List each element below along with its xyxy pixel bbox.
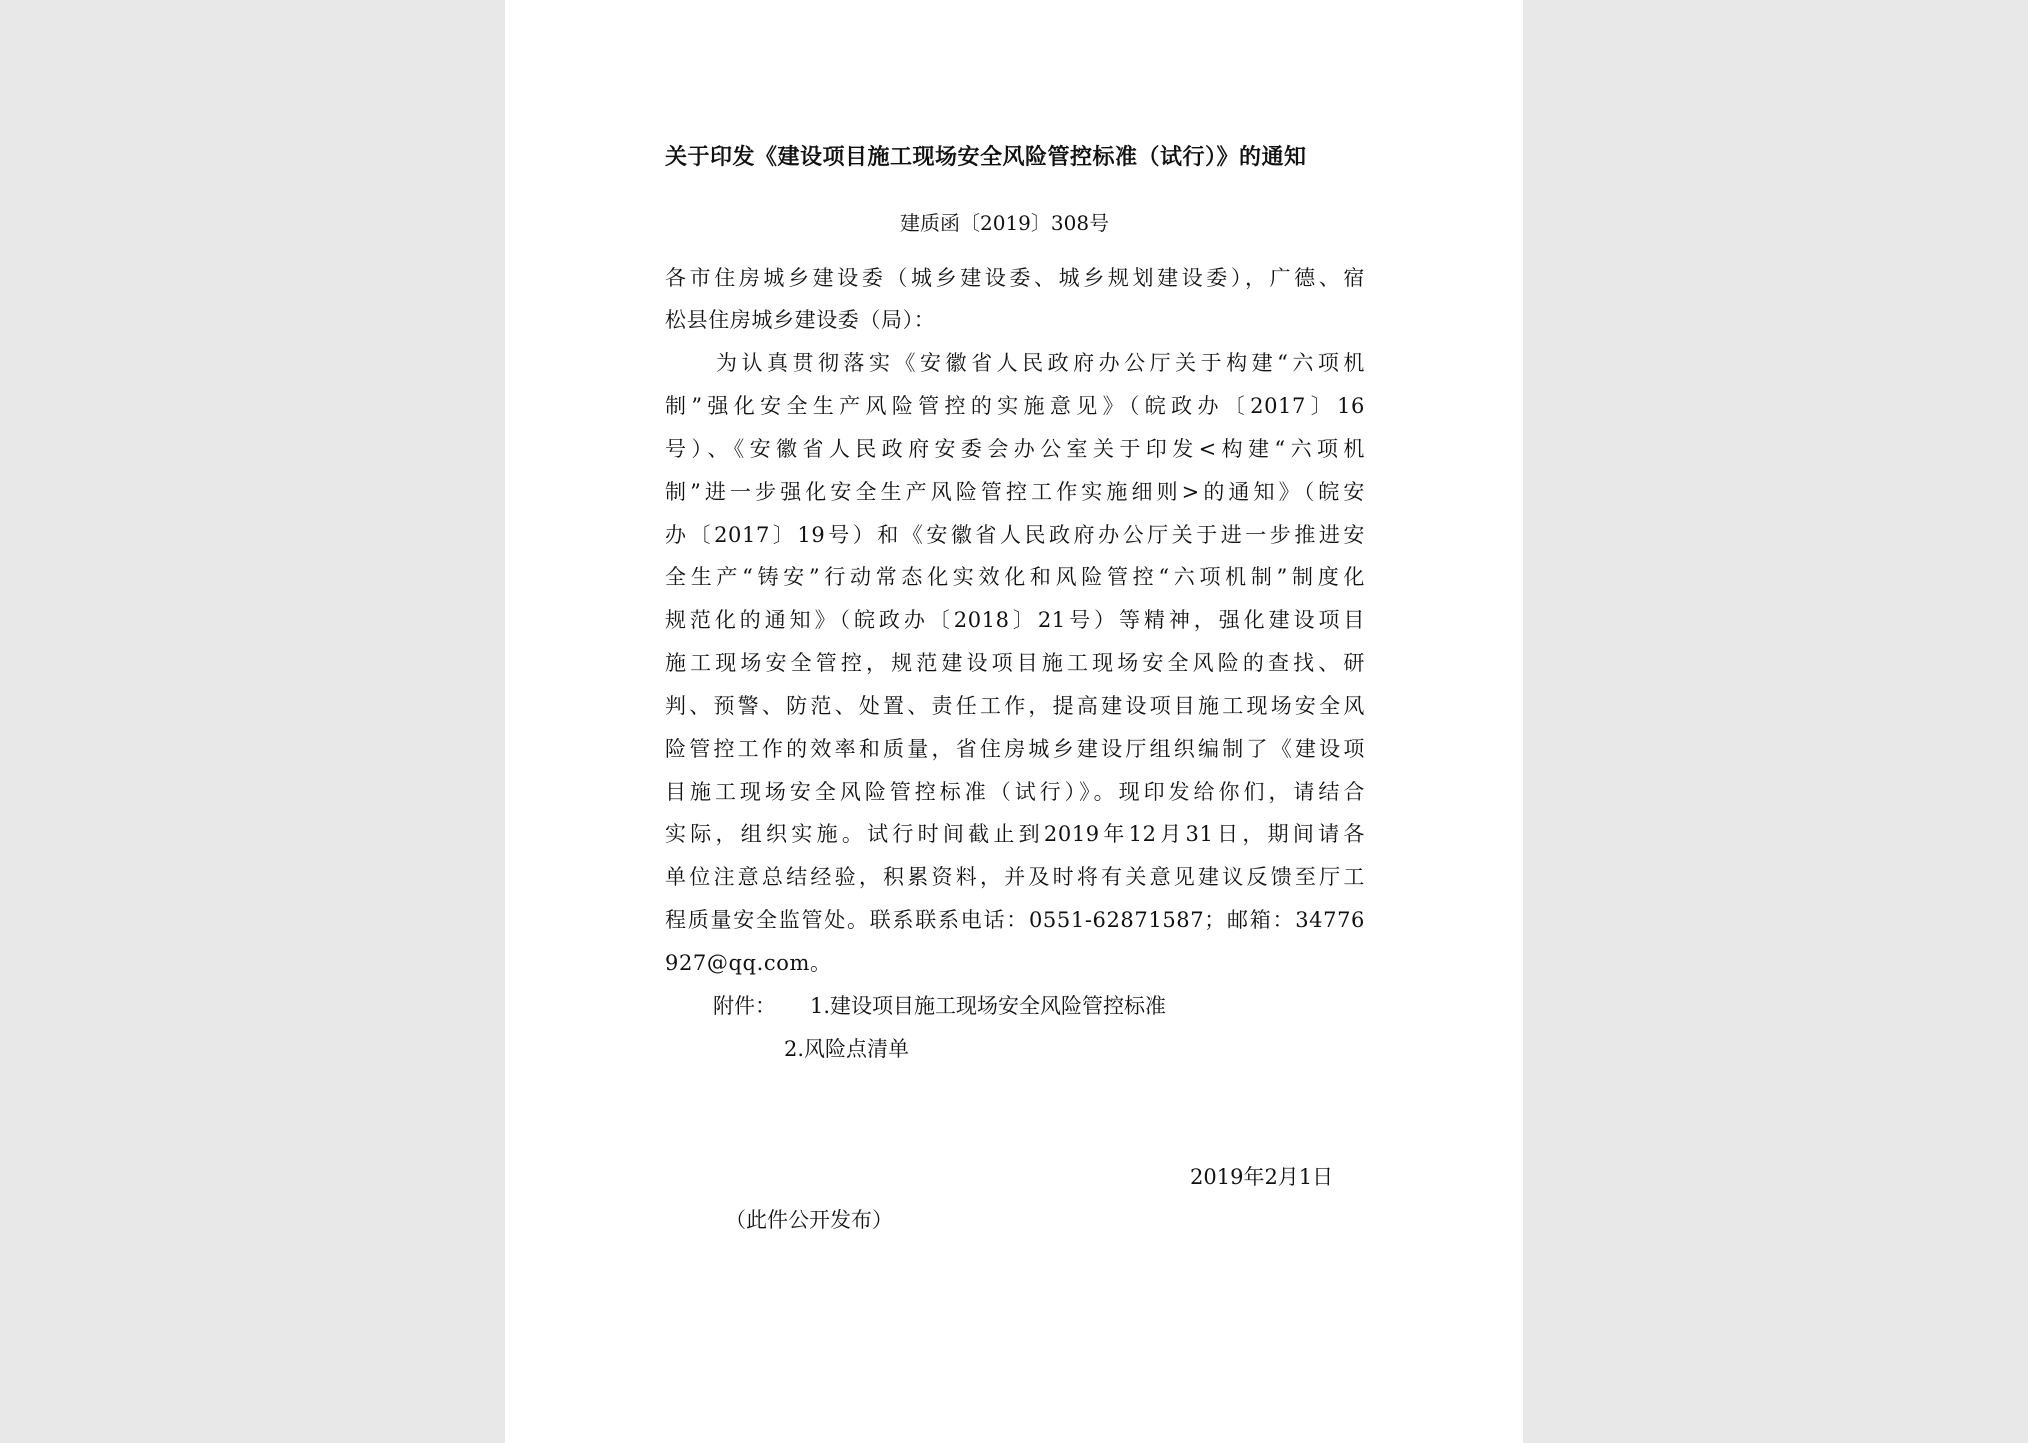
body-line: 单位注意总结经验，积累资料，并及时将有关意见建议反馈至厅工 bbox=[665, 865, 1365, 889]
body-line: 制”进一步强化安全生产风险管控工作实施细则>的通知》（皖安 bbox=[665, 480, 1365, 504]
document-number: 建质函〔2019〕308号 bbox=[900, 211, 1110, 235]
attachment-item: 1.建设项目施工现场安全风险管控标准 bbox=[810, 994, 1167, 1018]
body-line: 险管控工作的效率和质量，省住房城乡建设厅组织编制了《建设项 bbox=[665, 737, 1365, 761]
attachments-label: 附件： bbox=[713, 994, 776, 1018]
body-line: 办〔2017〕19号）和《安徽省人民政府办公厅关于进一步推进安 bbox=[665, 523, 1365, 547]
body-line: 松县住房城乡建设委（局）： bbox=[665, 308, 936, 332]
body-line: 全生产“铸安”行动常态化实效化和风险管控“六项机制”制度化 bbox=[665, 565, 1365, 589]
body-line: 为认真贯彻落实《安徽省人民政府办公厅关于构建“六项机 bbox=[665, 351, 1365, 375]
document-title: 关于印发《建设项目施工现场安全风险管控标准（试行）》的通知 bbox=[665, 144, 1307, 170]
document-page bbox=[505, 0, 1523, 1443]
publication-note: （此件公开发布） bbox=[725, 1208, 893, 1232]
body-line: 施工现场安全管控，规范建设项目施工现场安全风险的查找、研 bbox=[665, 651, 1365, 675]
body-line: 目施工现场安全风险管控标准（试行）》。现印发给你们，请结合 bbox=[665, 780, 1365, 804]
body-line: 判、预警、防范、处置、责任工作，提高建设项目施工现场安全风 bbox=[665, 694, 1365, 718]
body-line: 各市住房城乡建设委（城乡建设委、城乡规划建设委），广德、宿 bbox=[665, 266, 1365, 290]
attachment-item: 2.风险点清单 bbox=[784, 1037, 910, 1061]
issue-date: 2019年2月1日 bbox=[1190, 1165, 1334, 1189]
body-line: 规范化的通知》（皖政办〔2018〕21号）等精神，强化建设项目 bbox=[665, 608, 1365, 632]
body-line: 程质量安全监管处。联系联系电话：0551-62871587；邮箱：34776 bbox=[665, 908, 1365, 932]
body-line: 927@qq.com。 bbox=[665, 951, 832, 975]
body-line: 制”强化安全生产风险管控的实施意见》（皖政办〔2017〕16 bbox=[665, 394, 1365, 418]
body-line: 号）、《安徽省人民政府安委会办公室关于印发<构建“六项机 bbox=[665, 437, 1365, 461]
body-line: 实际，组织实施。试行时间截止到2019年12月31日，期间请各 bbox=[665, 822, 1365, 846]
